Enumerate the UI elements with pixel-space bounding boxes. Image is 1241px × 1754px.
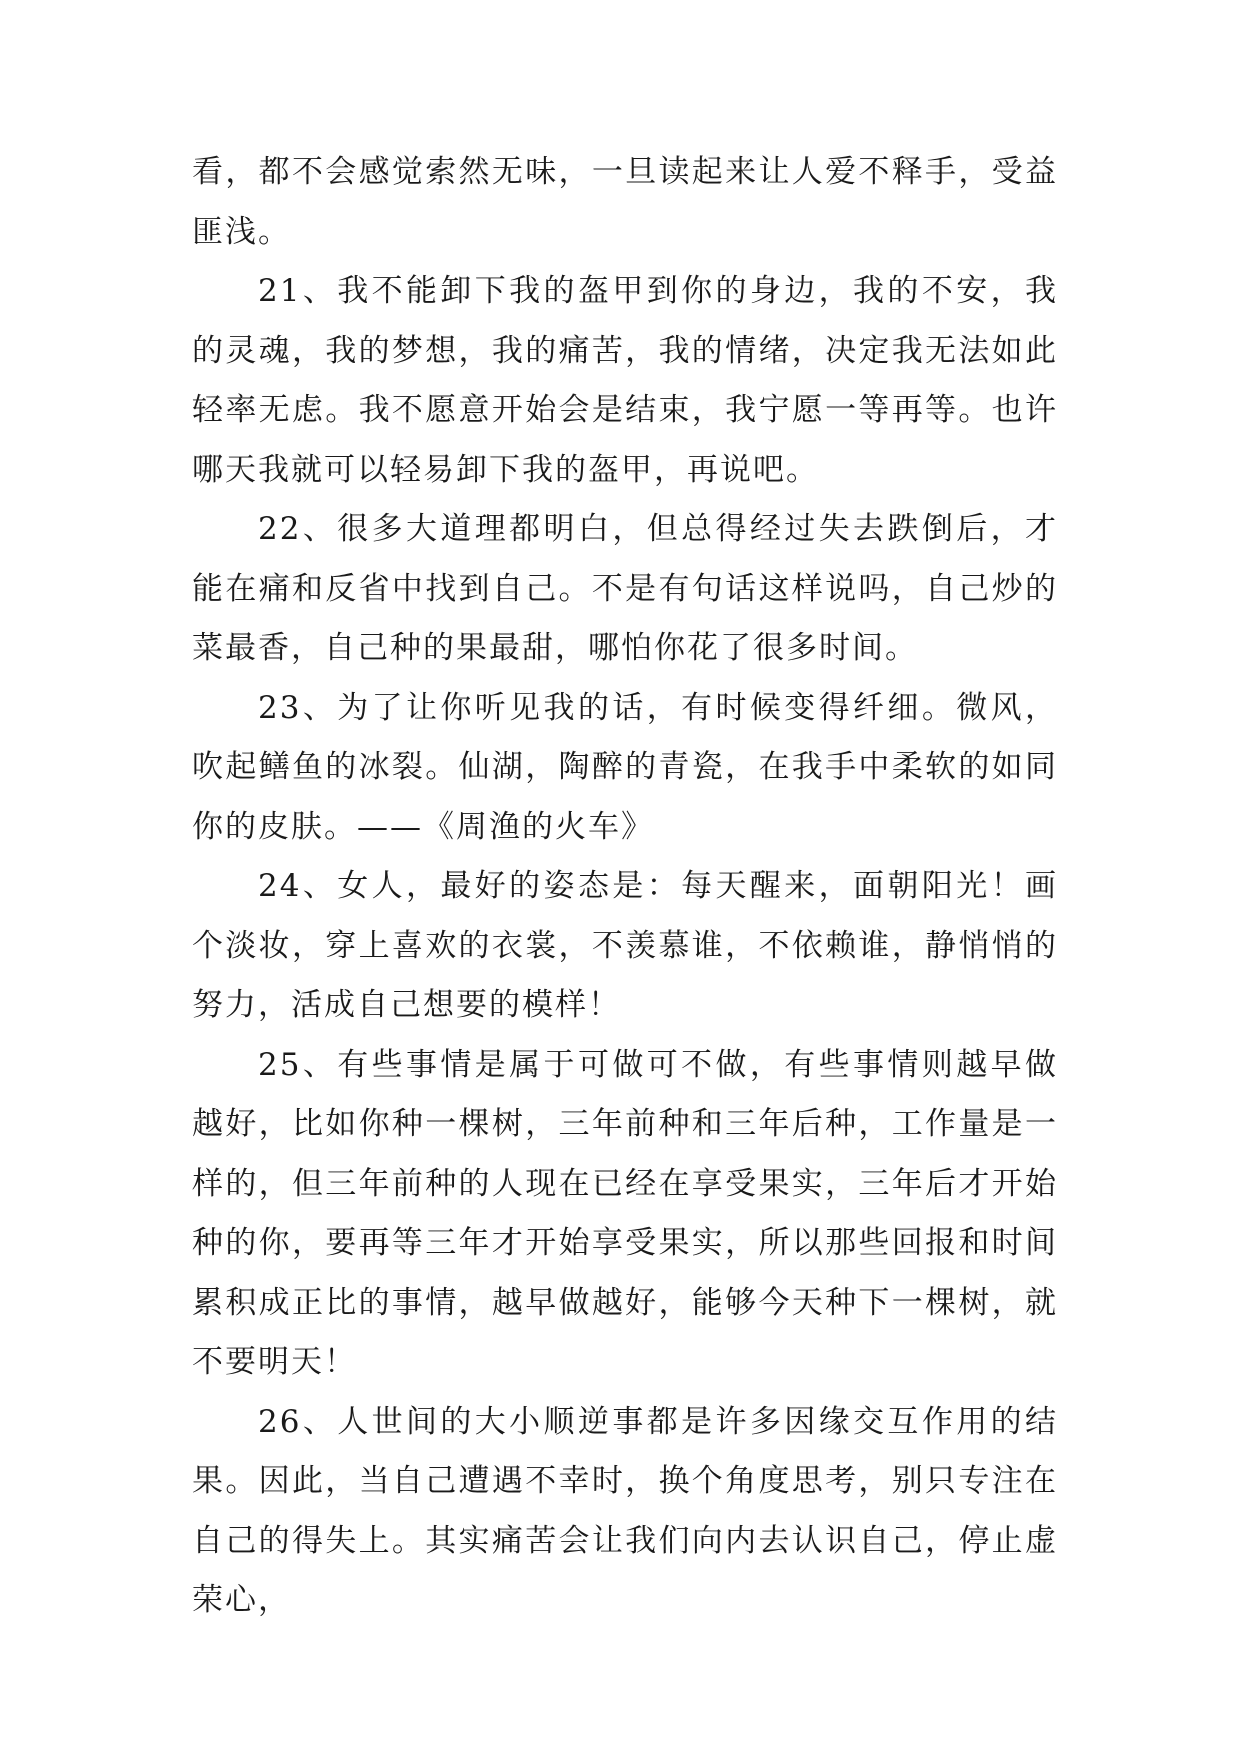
- paragraph-24: 24、女人，最好的姿态是：每天醒来，面朝阳光！画个淡妆，穿上喜欢的衣裳，不羡慕谁，不依赖谁，静悄悄的努力，活成自己想要的模样！: [192, 868, 1058, 1023]
- paragraph-22: 22、很多大道理都明白，但总得经过失去跌倒后，才能在痛和反省中找到自己。不是有句话这样说吗，自己炒的菜最香，自己种的果最甜，哪怕你花了很多时间。: [192, 511, 1058, 666]
- paragraph-21: 21、我不能卸下我的盔甲到你的身边，我的不安，我的灵魂，我的梦想，我的痛苦，我的情绪，决定我无法如此轻率无虑。我不愿意开始会是结束，我宁愿一等再等。也许哪天我就可以轻易卸下我的盔甲，再说吧。: [192, 273, 1058, 488]
- paragraph-23: 23、为了让你听见我的话，有时候变得纤细。微风，吹起鳝鱼的冰裂。仙湖，陶醉的青瓷，在我手中柔软的如同你的皮肤。——《周渔的火车》: [192, 689, 1058, 845]
- document-body: [192, 143, 1058, 1631]
- paragraph-26: 26、人世间的大小顺逆事都是许多因缘交互作用的结果。因此，当自己遭遇不幸时，换个角度思考，别只专注在自己的得失上。其实痛苦会让我们向内去认识自己，停止虚荣心，: [192, 1403, 1058, 1618]
- paragraph-25: 25、有些事情是属于可做可不做，有些事情则越早做越好，比如你种一棵树，三年前种和三年后种，工作量是一样的，但三年前种的人现在已经在享受果实，三年后才开始种的你，要再等三年才开始享受果实，所以那些回报和时间累积成正比的事情，越早做越好，能够今天种下一棵树，就不要明天！: [192, 1046, 1058, 1380]
- paragraph-continuation: 看，都不会感觉索然无味，一旦读起来让人爱不释手，受益匪浅。: [192, 154, 1058, 250]
